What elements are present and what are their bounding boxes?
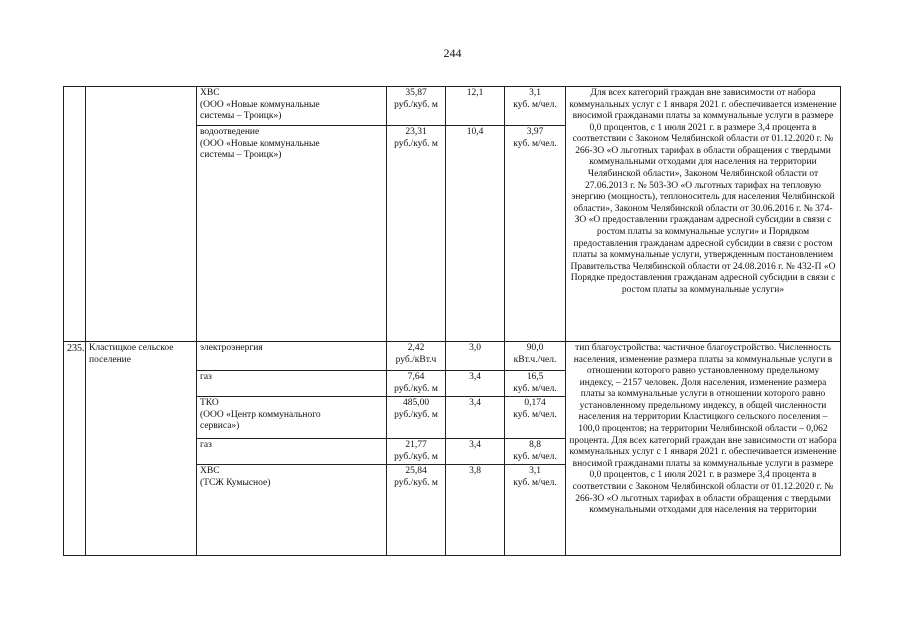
service-name-line: газ [200,440,212,451]
tariff-line: 2,42 [407,343,425,353]
volume-cell [505,465,566,556]
tariff-cell [387,371,446,397]
volume-line: куб. м/чел. [513,383,557,394]
tariff-line: 23,31 [405,127,427,137]
volume-cell [505,342,566,371]
tariff-line: 25,84 [405,466,427,477]
increase-cell [446,439,505,465]
service-name-cell [197,465,387,556]
service-name-line: газ [200,372,212,382]
service-name-cell [197,126,387,342]
volume-line: 90,0 [526,343,544,353]
tariff-line: 21,77 [405,440,427,451]
service-name-line: ХВС [200,466,220,477]
note-cell: Для всех категорий граждан вне зависимости от набора коммунальных услуг с 1 января 2021 г. обеспечивается изменение вносимой гражданами платы за коммунальные услуги в размере 0,0 процентов, с 1 июля 2021 г. в размере 3,4 процента в соответствии с Законом Челябинской области от 01.12.2020 г. № 266-ЗО «О льготных тарифах в области обращения с твердыми коммунальными отходами для населения на территории Челябинской области», Законом Челябинской области от 27.06.2013 г. № 503-ЗО «О льготных тарифах на тепловую энергию (мощность), теплоноситель для населения Челябинской области», Законом Челябинской области от 30.06.2016 г. № 374-ЗО «О предоставлении гражданам адресной субсидии в связи с ростом платы за коммунальные услуги» и Порядком предоставления гражданам адресной субсидии в связи с ростом платы за коммунальные услуги, утвержденным постановлением Правительства Челябинской области от 24.08.2016 г. № 432-П «О Порядке предоставления гражданам адресной субсидии в связи с ростом платы за коммунальные услуги» [566,87,841,342]
service-name-line: (ООО «Новые коммунальные [200,138,320,149]
volume-line: куб. м/чел. [513,477,557,488]
service-name-cell [197,87,387,126]
increase-cell [446,342,505,371]
volume-cell [505,87,566,126]
volume-line: куб. м/чел. [513,99,557,110]
entry-number-cell [64,87,86,342]
volume-line: 16,5 [526,372,544,382]
volume-line: кВт.ч./чел. [513,354,557,365]
service-name-line: ХВС [200,88,220,98]
volume-line: 3,97 [526,127,544,137]
service-name-line: системы – Троицк») [200,150,282,161]
service-name-cell [197,371,387,397]
service-name-line: сервиса») [200,421,240,432]
settlement-cell: Кластицкое сельское поселение [86,342,197,556]
increase-cell [446,87,505,126]
volume-cell [505,439,566,465]
volume-line: 0,174 [524,398,546,409]
increase-value: 12,1 [466,88,484,98]
service-name-line: (ООО «Новые коммунальные [200,99,320,110]
volume-line: 3,1 [529,88,541,98]
increase-value: 3,4 [469,398,481,409]
tariff-line: руб./куб. м [394,409,438,420]
increase-cell [446,126,505,342]
tariff-cell [387,465,446,556]
volume-cell [505,397,566,439]
volume-line: куб. м/чел. [513,138,557,149]
tariff-line: 485,00 [402,398,430,409]
increase-value: 3,4 [469,440,481,451]
tariff-line: руб./куб. м [394,477,438,488]
service-name-cell [197,439,387,465]
tariff-table [63,86,841,556]
service-name-line: ТКО [200,398,219,409]
service-name-line: водоотведение [200,127,260,137]
settlement-cell [86,87,197,342]
increase-value: 3,8 [469,466,481,477]
volume-cell [505,371,566,397]
increase-value: 10,4 [466,127,484,137]
note-cell: тип благоустройства: частичное благоустройство. Численность населения, изменение размера платы за коммунальные услуги в отношении которого равно установленному предельному индексу, – 2157 человек. Доля населения, изменение размера платы за коммунальные услуги в отношении которого равно установленному предельному индексу, в общей численности населения на территории Кластицкого сельского поселения – 100,0 процентов; на территории Челябинской области – 0,062 процента. Для всех категорий граждан вне зависимости от набора коммунальных услуг с 1 января 2021 г. обеспечивается изменение вносимой гражданами платы за коммунальные услуги в размере 0,0 процентов, с 1 июля 2021 г. в размере 3,4 процента в соответствии с Законом Челябинской области от 01.12.2020 г. № 266-ЗО «О льготных тарифах в области обращения с твердыми коммунальными отходами для населения на территории [566,342,841,556]
tariff-cell [387,342,446,371]
service-name-line: системы – Троицк») [200,111,282,122]
tariff-cell [387,87,446,126]
increase-cell [446,465,505,556]
service-name-line: электроэнергия [200,343,263,353]
volume-line: куб. м/чел. [513,451,557,462]
table-row [64,342,841,371]
tariff-line: руб./кВт.ч [395,354,437,365]
increase-cell [446,397,505,439]
entry-number-cell: 235. [64,342,86,556]
tariff-line: 7,64 [407,372,425,382]
tariff-cell [387,126,446,342]
tariff-line: руб./куб. м [394,383,438,394]
page-number: 244 [443,46,462,60]
service-name-cell [197,342,387,371]
tariff-line: руб./куб. м [394,451,438,462]
service-name-line: (ООО «Центр коммунального [200,409,321,420]
tariff-cell [387,439,446,465]
tariff-line: 35,87 [405,88,427,98]
increase-cell [446,371,505,397]
increase-value: 3,0 [469,343,481,353]
tariff-cell [387,397,446,439]
tariff-line: руб./куб. м [394,138,438,149]
tariff-line: руб./куб. м [394,99,438,110]
volume-line: куб. м/чел. [513,409,557,420]
table-row [64,87,841,126]
service-name-line: (ТСЖ Кумысное) [200,477,271,488]
increase-value: 3,4 [469,372,481,382]
volume-cell [505,126,566,342]
volume-line: 3,1 [529,466,541,477]
volume-line: 8,8 [529,440,541,451]
service-name-cell [197,397,387,439]
